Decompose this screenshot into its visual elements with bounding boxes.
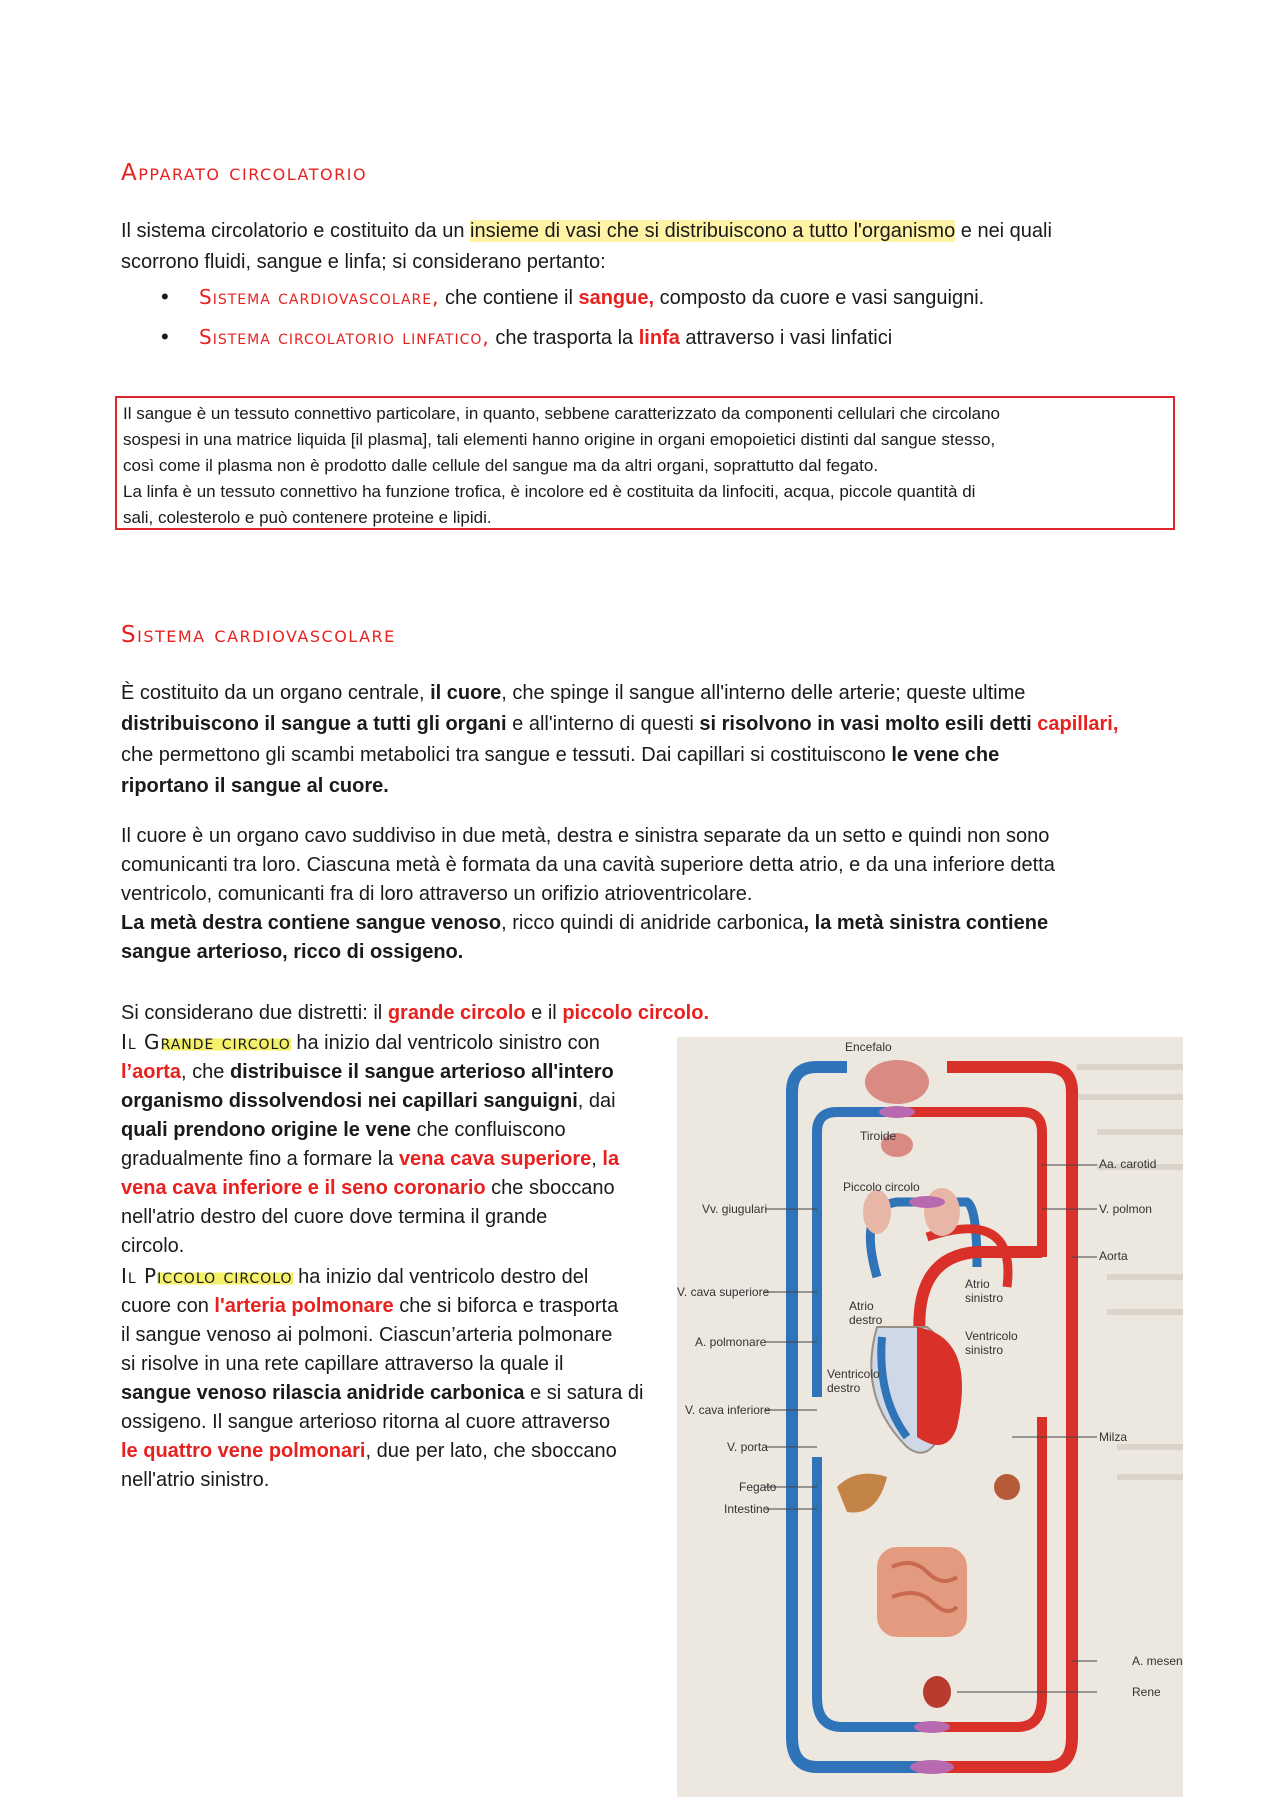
piccolo-marker-a: Il P [121, 1264, 158, 1288]
box-line: sospesi in una matrice liquida [il plasma], tali elementi hanno origine in organi emopoietici distinti dal sangue stesso, [123, 430, 996, 449]
grande-t5r2: la [602, 1148, 620, 1170]
grande-t7: nell'atrio destro del cuore dove termina il grande [121, 1206, 548, 1228]
label-ventricolo-destro: Ventricolo destro [827, 1367, 880, 1395]
label-atrio-destro: Atrio destro [849, 1299, 883, 1327]
p3-d: piccolo circolo. [562, 1002, 710, 1024]
label-atrio-sinistro: Atrio sinistro [965, 1277, 1004, 1305]
circulation-diagram-svg [677, 1037, 1183, 1797]
grande-t5r: vena cava superiore [398, 1148, 592, 1170]
label-tiroide: Tiroide [860, 1129, 897, 1143]
brain-shape [865, 1060, 929, 1104]
grande-t4: che confluiscono [411, 1119, 566, 1141]
bullet-marker: Sistema circolatorio linfatico, [199, 325, 490, 349]
piccolo-t2: cuore con [121, 1295, 215, 1317]
grande-t5c: , [591, 1148, 603, 1170]
grande-marker-a: Il G [121, 1030, 161, 1054]
system-bullet-list [121, 277, 984, 357]
intro-paragraph [121, 216, 1052, 278]
label-rene: Rene [1132, 1685, 1161, 1699]
bullet-marker: Sistema cardiovascolare, [199, 285, 440, 309]
piccolo-t2c: che si biforca e trasporta [393, 1295, 619, 1317]
bullet-pre: che trasporta la [489, 327, 639, 349]
box-line: La linfa è un tessuto connettivo ha funzione trofica, è incolore ed è costituita da linfociti, acqua, piccole quantità di [123, 482, 976, 501]
piccolo-t8: nell'atrio sinistro. [121, 1469, 270, 1491]
label-ventricolo-sinistro: Ventricolo sinistro [965, 1329, 1018, 1357]
grande-t8: circolo. [121, 1235, 185, 1257]
grande-t2: , che [181, 1061, 230, 1083]
piccolo-t1: ha inizio dal ventricolo destro del [292, 1266, 589, 1288]
cardio-paragraph-2 [121, 822, 1055, 967]
piccolo-circolo-paragraph [121, 1262, 643, 1495]
kidney-shape [923, 1676, 951, 1708]
grande-t5: gradualmente fino a formare la [121, 1148, 399, 1170]
p3-a: Si considerano due distretti: il [121, 1002, 388, 1024]
label-aorta: Aorta [1099, 1249, 1128, 1263]
p2-l4b: , ricco quindi di anidride carbonica [501, 912, 804, 934]
p2-l4c: , la metà sinistra contiene [803, 912, 1049, 934]
p1-e: e all'interno di questi [506, 713, 700, 735]
grande-t6: che sboccano [485, 1177, 615, 1199]
piccolo-t2r: l'arteria polmonare [214, 1295, 394, 1317]
intro-text-a: Il sistema circolatorio e costituito da un [121, 220, 471, 242]
grande-marker-b: rande circolo [160, 1030, 291, 1054]
lung-right-shape [924, 1188, 960, 1236]
grande-t3: , dai [577, 1090, 616, 1112]
piccolo-t4: si risolve in una rete capillare attraverso la quale il [121, 1353, 564, 1375]
bullet-pre: che contiene il [439, 287, 579, 309]
section-title-cardiovascolare: Sistema cardiovascolare [121, 622, 396, 648]
piccolo-t7: , due per lato, che sboccano [365, 1440, 617, 1462]
label-v-porta: V. porta [727, 1440, 768, 1454]
label-aa-carotidi: Aa. carotid [1099, 1157, 1157, 1171]
piccolo-t6: ossigeno. Il sangue arterioso ritorna al cuore attraverso [121, 1411, 611, 1433]
circulation-diagram [677, 1037, 1183, 1797]
artery-outer-loop [942, 1067, 1072, 1767]
spleen-shape [994, 1474, 1020, 1500]
p2-l3: ventricolo, comunicanti fra di loro attraverso un orifizio atrioventricolare. [121, 883, 753, 905]
box-line: Il sangue è un tessuto connettivo particolare, in quanto, sebbene caratterizzato da componenti cellulari che circolano [123, 404, 1000, 423]
grande-t4b: quali prendono origine le vene [121, 1119, 412, 1141]
piccolo-t3: il sangue venoso ai polmoni. Ciascun’arteria polmonare [121, 1324, 613, 1346]
intro-highlight: insieme di vasi che si distribuiscono a tutto l'organismo [470, 220, 956, 242]
label-v-cava-inferiore: V. cava inferiore [685, 1403, 771, 1417]
box-line: sali, colesterolo e può contenere proteine e lipidi. [123, 508, 492, 527]
cardio-paragraph-1 [121, 678, 1118, 802]
intro-text-c: scorrono fluidi, sangue e linfa; si considerano pertanto: [121, 251, 606, 273]
label-encefalo: Encefalo [845, 1040, 892, 1054]
p1-a: È costituito da un organo centrale, [121, 682, 431, 704]
piccolo-t5b: sangue venoso rilascia anidride carbonica [121, 1382, 525, 1404]
bullet-red: sangue, [578, 287, 655, 309]
bullet-post: composto da cuore e vasi sanguigni. [654, 287, 985, 309]
grande-t3b: organismo dissolvendosi nei capillari sanguigni [121, 1090, 578, 1112]
grande-t1: ha inizio dal ventricolo sinistro con [290, 1032, 600, 1054]
p1-h: che permettono gli scambi metabolici tra sangue e tessuti. Dai capillari si costituiscono [121, 744, 892, 766]
p1-i: le vene che [891, 744, 1000, 766]
label-a-polmonare: A. polmonare [695, 1335, 767, 1349]
label-vv-giugulari: Vv. giugulari [702, 1202, 768, 1216]
liver-shape [837, 1474, 887, 1513]
bullet-post: attraverso i vasi linfatici [679, 327, 893, 349]
intro-text-b: e nei quali [955, 220, 1052, 242]
label-v-polmonari: V. polmon [1099, 1202, 1152, 1216]
grande-t6r: vena cava inferiore e il seno coronario [121, 1177, 486, 1199]
p3-b: grande circolo [387, 1002, 526, 1024]
piccolo-t7r: le quattro vene polmonari [121, 1440, 366, 1462]
label-piccolo-circolo: Piccolo circolo [843, 1180, 920, 1194]
p1-d: distribuiscono il sangue a tutti gli organi [121, 713, 507, 735]
p1-g: capillari, [1037, 713, 1119, 735]
bullet-item [121, 317, 984, 357]
lung-left-shape [863, 1190, 891, 1234]
definition-box [115, 396, 1175, 530]
grande-t2r: l’aorta [121, 1061, 182, 1083]
box-line: così come il plasma non è prodotto dalle cellule del sangue ma da altri organi, soprattutto dal fegato. [123, 456, 879, 475]
bullet-red: linfa [638, 327, 680, 349]
grande-t2b: distribuisce il sangue arterioso all'intero [229, 1061, 614, 1083]
piccolo-t5: e si satura di [524, 1382, 644, 1404]
p3-c: e il [525, 1002, 563, 1024]
heart-left [917, 1327, 962, 1445]
section-title-apparato: Apparato circolatorio [121, 160, 368, 186]
p1-j: riportano il sangue al cuore. [121, 775, 389, 797]
p2-l4a: La metà destra contiene sangue venoso [121, 912, 502, 934]
bullet-item [121, 277, 984, 317]
background-text-lines [1077, 1067, 1183, 1477]
grande-circolo-paragraph [121, 1028, 619, 1261]
p1-f: si risolvono in vasi molto esili detti [699, 713, 1038, 735]
label-v-cava-superiore: V. cava superiore [677, 1285, 770, 1299]
p2-l2: comunicanti tra loro. Ciascuna metà è formata da una cavità superiore detta atrio, e da una inferiore detta [121, 854, 1055, 876]
label-milza: Milza [1099, 1430, 1128, 1444]
p2-l5: sangue arterioso, ricco di ossigeno. [121, 941, 464, 963]
piccolo-marker-b: iccolo circolo [157, 1264, 293, 1288]
p1-b: il cuore [430, 682, 502, 704]
label-fegato: Fegato [739, 1480, 777, 1494]
p1-c: , che spinge il sangue all'interno delle arterie; queste ultime [501, 682, 1026, 704]
intestine-shape [877, 1547, 967, 1637]
cardio-paragraph-3 [121, 998, 709, 1029]
label-intestino: Intestino [724, 1502, 770, 1516]
p2-l1: Il cuore è un organo cavo suddiviso in due metà, destra e sinistra separate da un setto e quindi non sono [121, 825, 1050, 847]
label-a-mesenterica: A. mesen [1132, 1654, 1183, 1668]
